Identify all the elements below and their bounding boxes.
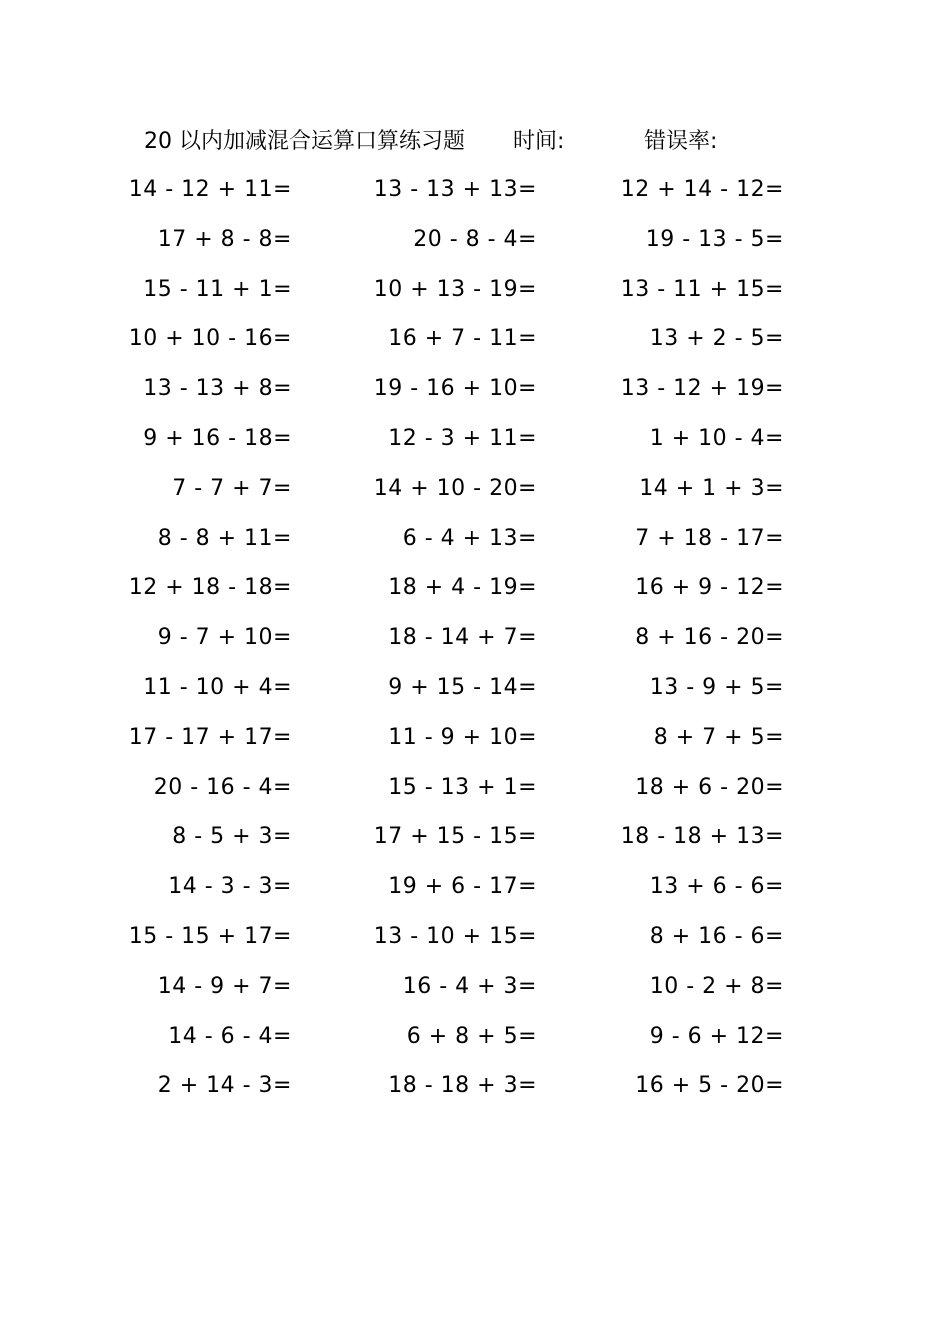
arithmetic-problem: 8 + 16 - 6= [649,923,784,949]
problem-row [0,1066,950,1116]
arithmetic-problem: 19 - 13 - 5= [645,226,784,252]
problem-row [0,668,950,718]
worksheet-title: 20 以内加减混合运算口算练习题 [144,129,465,154]
arithmetic-problem: 18 + 6 - 20= [635,774,784,800]
arithmetic-problem: 18 - 18 + 13= [620,824,784,850]
arithmetic-problem: 16 + 9 - 12= [635,575,784,601]
arithmetic-problem: 8 + 16 - 20= [635,625,784,651]
problem-row [0,519,950,569]
problem-row [0,220,950,270]
problem-row [0,1017,950,1067]
arithmetic-problem: 14 - 3 - 3= [168,874,292,900]
arithmetic-problem: 6 - 4 + 13= [402,525,537,551]
problem-grid [0,170,950,1116]
error-rate-label: 错误率: [644,129,718,154]
arithmetic-problem: 10 + 13 - 19= [373,276,537,302]
arithmetic-problem: 14 + 1 + 3= [639,475,784,501]
problem-row [0,967,950,1017]
arithmetic-problem: 10 + 10 - 16= [128,326,292,352]
problem-row [0,469,950,519]
problem-row [0,718,950,768]
arithmetic-problem: 2 + 14 - 3= [157,1073,292,1099]
arithmetic-problem: 11 - 9 + 10= [388,724,537,750]
arithmetic-problem: 14 - 12 + 11= [128,177,292,202]
problem-row [0,618,950,668]
arithmetic-problem: 14 + 10 - 20= [373,475,537,501]
arithmetic-problem: 14 - 9 + 7= [157,973,292,999]
arithmetic-problem: 13 - 11 + 15= [620,276,784,302]
arithmetic-problem: 9 + 16 - 18= [143,425,292,451]
arithmetic-problem: 9 + 15 - 14= [388,674,537,700]
arithmetic-problem: 6 + 8 + 5= [406,1023,537,1049]
arithmetic-problem: 15 - 15 + 17= [128,923,292,949]
arithmetic-problem: 8 - 8 + 11= [157,525,292,551]
arithmetic-problem: 13 + 6 - 6= [649,874,784,900]
arithmetic-problem: 19 - 16 + 10= [373,376,537,402]
arithmetic-problem: 12 + 18 - 18= [128,575,292,601]
arithmetic-problem: 9 - 6 + 12= [649,1023,784,1049]
arithmetic-problem: 8 + 7 + 5= [653,724,784,750]
arithmetic-problem: 19 + 6 - 17= [388,874,537,900]
arithmetic-problem: 20 - 16 - 4= [153,774,292,800]
arithmetic-problem: 18 - 14 + 7= [388,625,537,651]
arithmetic-problem: 7 - 7 + 7= [172,475,292,501]
arithmetic-problem: 10 - 2 + 8= [649,973,784,999]
problem-row [0,768,950,818]
arithmetic-problem: 7 + 18 - 17= [635,525,784,551]
problem-row [0,568,950,618]
arithmetic-problem: 13 + 2 - 5= [649,326,784,352]
problem-row [0,867,950,917]
arithmetic-problem: 13 - 13 + 8= [143,376,292,402]
arithmetic-problem: 17 + 8 - 8= [157,226,292,252]
arithmetic-problem: 1 + 10 - 4= [649,425,784,451]
problem-row [0,170,950,220]
problem-row [0,270,950,320]
arithmetic-problem: 12 + 14 - 12= [620,177,784,202]
arithmetic-problem: 20 - 8 - 4= [413,226,537,252]
problem-row [0,369,950,419]
arithmetic-problem: 18 + 4 - 19= [388,575,537,601]
arithmetic-problem: 15 - 13 + 1= [388,774,537,800]
time-label: 时间: [513,129,565,154]
problem-row [0,817,950,867]
arithmetic-problem: 9 - 7 + 10= [157,625,292,651]
arithmetic-problem: 12 - 3 + 11= [388,425,537,451]
problem-row [0,319,950,369]
arithmetic-problem: 13 - 9 + 5= [649,674,784,700]
arithmetic-problem: 8 - 5 + 3= [172,824,292,850]
arithmetic-problem: 16 + 5 - 20= [635,1073,784,1099]
arithmetic-problem: 13 - 10 + 15= [373,923,537,949]
arithmetic-problem: 18 - 18 + 3= [388,1073,537,1099]
arithmetic-problem: 16 + 7 - 11= [388,326,537,352]
problem-row [0,917,950,967]
arithmetic-problem: 16 - 4 + 3= [402,973,537,999]
arithmetic-problem: 11 - 10 + 4= [143,674,292,700]
arithmetic-problem: 14 - 6 - 4= [168,1023,292,1049]
arithmetic-problem: 13 - 13 + 13= [373,177,537,202]
arithmetic-problem: 15 - 11 + 1= [143,276,292,302]
problem-row [0,419,950,469]
arithmetic-problem: 17 - 17 + 17= [128,724,292,750]
arithmetic-problem: 17 + 15 - 15= [373,824,537,850]
arithmetic-problem: 13 - 12 + 19= [620,376,784,402]
